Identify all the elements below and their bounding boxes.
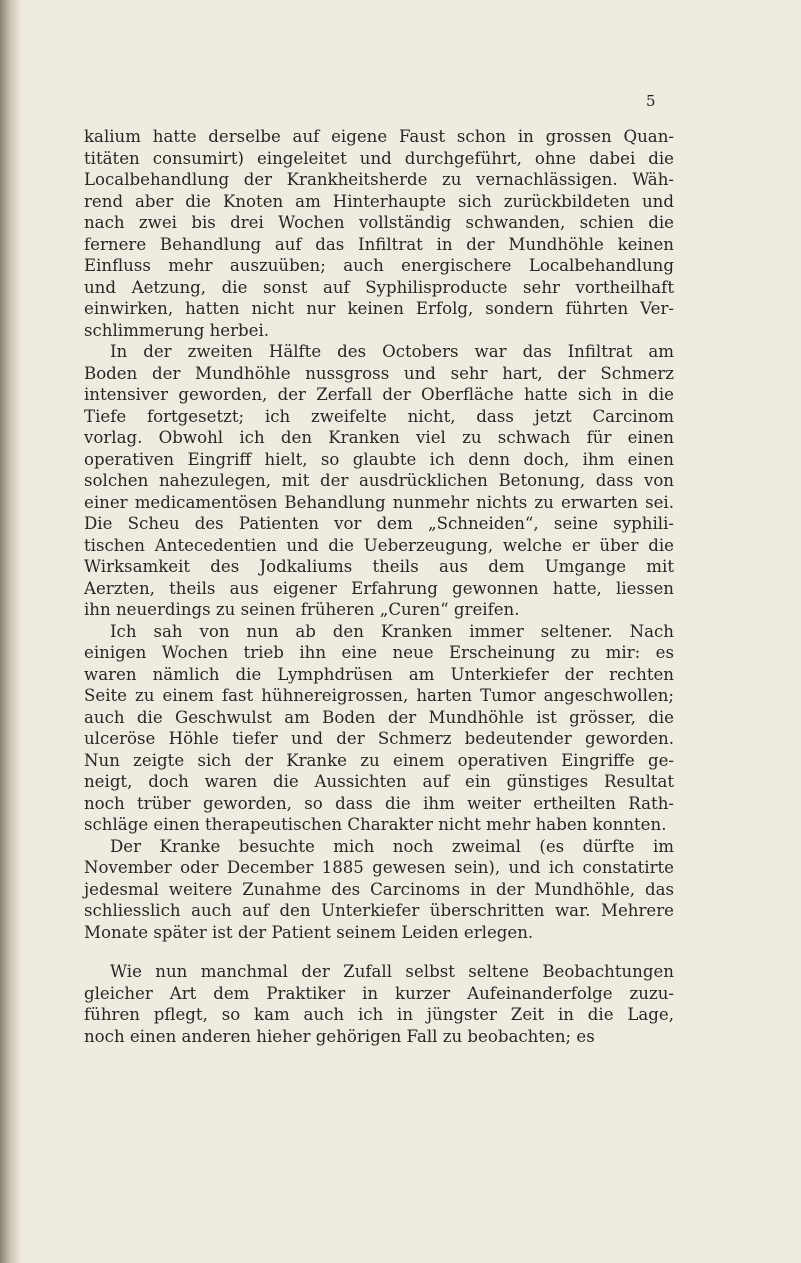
text-line: schlimmerung herbei. [84, 320, 270, 340]
text-line: nach zwei bis drei Wochen vollständig schwanden, schien die [84, 213, 674, 232]
text-line: Aerzten, theils aus eigener Erfahrung gewonnen hatte, liessen [84, 578, 674, 598]
text-line: rend aber die Knoten am Hinterhaupte sich zurückbildeten und [84, 191, 674, 211]
text-line: vorlag. Obwohl ich den Kranken viel zu schwach für einen [84, 428, 674, 447]
text-line: Einfluss mehr auszuüben; auch energischere Localbehandlung [84, 256, 674, 275]
text-line: Localbehandlung der Krankheitsherde zu vernachlässigen. Wäh- [84, 170, 674, 189]
paragraph [84, 341, 674, 621]
paragraph [84, 126, 674, 341]
page-edge-shadow [0, 0, 22, 1263]
paragraph-gap [84, 943, 674, 961]
text-line: ihn neuerdings zu seinen früheren „Curen“ greifen. [84, 600, 520, 619]
text-line: waren nämlich die Lymphdrüsen am Unterkiefer der rechten [84, 664, 674, 684]
text-line: auch die Geschwulst am Boden der Mundhöhle ist grösser, die [84, 707, 674, 727]
text-line: Wie nun manchmal der Zufall selbst seltene Beobachtungen [110, 962, 674, 981]
text-line: solchen nahezulegen, mit der ausdrücklichen Betonung, dass von [84, 471, 674, 490]
text-line: ulceröse Höhle tiefer und der Schmerz bedeutender geworden. [84, 729, 674, 748]
text-line: einwirken, hatten nicht nur keinen Erfolg, sondern führten Ver- [84, 299, 674, 318]
paragraph [84, 836, 674, 944]
text-line: operativen Eingriff hielt, so glaubte ich denn doch, ihm einen [84, 449, 674, 469]
text-line: jedesmal weitere Zunahme des Carcinoms in der Mundhöhle, das [84, 879, 674, 899]
text-line: titäten consumirt) eingeleitet und durchgeführt, ohne dabei die [84, 148, 674, 168]
text-line: Seite zu einem fast hühnereigrossen, harten Tumor angeschwollen; [84, 686, 674, 705]
text-line: Die Scheu des Patienten vor dem „Schneiden“, seine syphili- [84, 514, 674, 533]
text-line: und Aetzung, die sonst auf Syphilisproducte sehr vortheilhaft [84, 277, 674, 297]
text-line: schliesslich auch auf den Unterkiefer überschritten war. Mehrere [84, 901, 674, 920]
text-line: schläge einen therapeutischen Charakter nicht mehr haben konnten. [84, 815, 667, 834]
text-line: November oder December 1885 gewesen sein), und ich constatirte [84, 858, 674, 877]
paragraph [84, 961, 674, 1047]
paragraph [84, 621, 674, 836]
text-line: einer medicamentösen Behandlung nunmehr nichts zu erwarten sei. [84, 492, 674, 512]
text-line: neigt, doch waren die Aussichten auf ein günstiges Resultat [84, 772, 674, 791]
text-line: Wirksamkeit des Jodkaliums theils aus dem Umgange mit [84, 557, 674, 576]
text-line: tischen Antecedentien und die Ueberzeugung, welche er über die [84, 535, 674, 555]
text-line: fernere Behandlung auf das Infiltrat in der Mundhöhle keinen [84, 234, 674, 254]
text-line: Nun zeigte sich der Kranke zu einem operativen Eingriffe ge- [84, 750, 674, 770]
body-text [84, 126, 674, 1047]
text-line: gleicher Art dem Praktiker in kurzer Aufeinanderfolge zuzu- [84, 983, 674, 1003]
text-line: Ich sah von nun ab den Kranken immer seltener. Nach [110, 621, 674, 641]
text-line: noch einen anderen hieher gehörigen Fall zu beobachten; es [84, 1026, 595, 1046]
text-line: In der zweiten Hälfte des Octobers war das Infiltrat am [110, 342, 674, 361]
text-line: intensiver geworden, der Zerfall der Oberfläche hatte sich in die [84, 385, 674, 404]
text-line: Tiefe fortgesetzt; ich zweifelte nicht, dass jetzt Carcinom [84, 406, 674, 426]
text-line: Boden der Mundhöhle nussgross und sehr hart, der Schmerz [84, 363, 674, 383]
text-line: führen pflegt, so kam auch ich in jüngster Zeit in die Lage, [84, 1005, 674, 1024]
text-line: Der Kranke besuchte mich noch zweimal (es dürfte im [110, 836, 674, 856]
text-line: kalium hatte derselbe auf eigene Faust schon in grossen Quan- [84, 127, 674, 146]
text-line: noch trüber geworden, so dass die ihm weiter ertheilten Rath- [84, 793, 674, 813]
text-line: Monate später ist der Patient seinem Leiden erlegen. [84, 922, 534, 942]
text-line: einigen Wochen trieb ihn eine neue Erscheinung zu mir: es [84, 643, 674, 662]
page-number: 5 [646, 92, 656, 110]
